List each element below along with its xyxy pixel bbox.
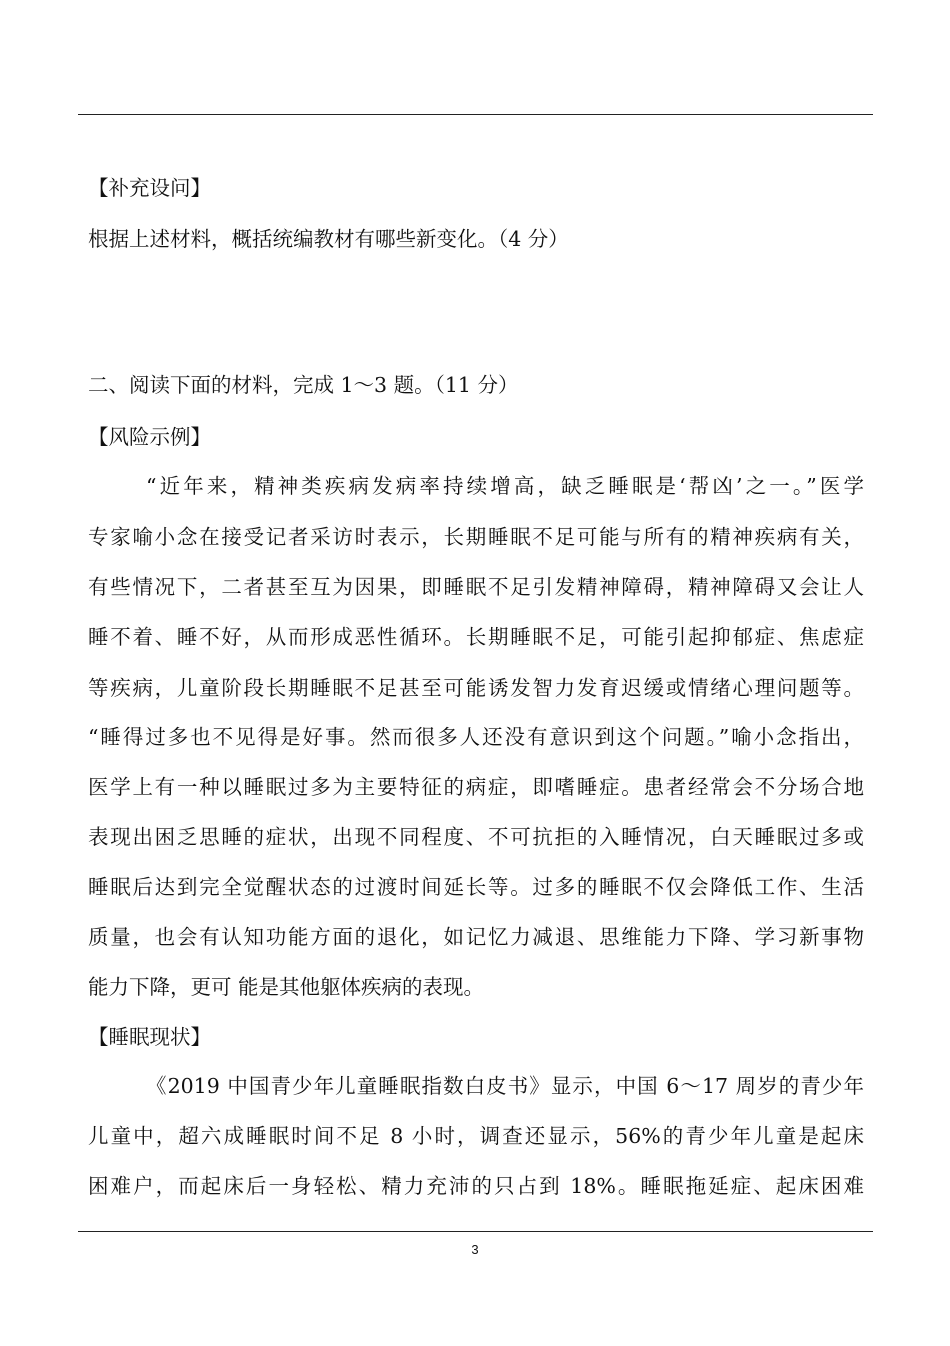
risk-paragraph-line: 专家喻小念在接受记者采访时表示，长期睡眠不足可能与所有的精神疾病有关， xyxy=(88,525,864,549)
risk-paragraph-line: 医学上有一种以睡眠过多为主要特征的病症，即嗜睡症。患者经常会不分场合地 xyxy=(88,775,864,799)
status-paragraph-line: 困难户，而起床后一身轻松、精力充沛的只占到 18%。睡眠拖延症、起床困难 xyxy=(88,1174,864,1198)
risk-paragraph-line: “近年来，精神类疾病发病率持续增高，缺乏睡眠是‘帮凶’之一。”医学 xyxy=(146,474,864,498)
footer-rule xyxy=(78,1231,873,1232)
sleep-status-heading: 【睡眠现状】 xyxy=(88,1025,211,1049)
section-two-title: 二、阅读下面的材料，完成 1～3 题。（11 分） xyxy=(88,373,519,397)
page-number: 3 xyxy=(471,1242,479,1257)
risk-paragraph-line: 等疾病，儿童阶段长期睡眠不足甚至可能诱发智力发育迟缓或情绪心理问题等。 xyxy=(88,676,864,700)
supplement-question: 根据上述材料，概括统编教材有哪些新变化。（4 分） xyxy=(88,227,569,251)
status-paragraph-line: 儿童中，超六成睡眠时间不足 8 小时，调查还显示，56%的青少年儿童是起床 xyxy=(88,1124,864,1148)
risk-paragraph-line: 睡不着、睡不好，从而形成恶性循环。长期睡眠不足，可能引起抑郁症、焦虑症 xyxy=(88,625,864,649)
risk-paragraph-line: 有些情况下，二者甚至互为因果，即睡眠不足引发精神障碍，精神障碍又会让人 xyxy=(88,575,864,599)
risk-example-heading: 【风险示例】 xyxy=(88,425,211,449)
supplement-heading: 【补充设问】 xyxy=(88,176,211,200)
status-paragraph-line: 《2019 中国青少年儿童睡眠指数白皮书》显示，中国 6～17 周岁的青少年 xyxy=(146,1074,864,1098)
risk-paragraph-line: 能力下降，更可 能是其他躯体疾病的表现。 xyxy=(88,975,485,999)
risk-paragraph-line: 睡眠后达到完全觉醒状态的过渡时间延长等。过多的睡眠不仅会降低工作、生活 xyxy=(88,875,864,899)
risk-paragraph-line: 质量，也会有认知功能方面的退化，如记忆力减退、思维能力下降、学习新事物 xyxy=(88,925,864,949)
risk-paragraph-line: “睡得过多也不见得是好事。然而很多人还没有意识到这个问题。”喻小念指出， xyxy=(88,725,864,749)
top-rule xyxy=(78,114,873,115)
risk-paragraph-line: 表现出困乏思睡的症状，出现不同程度、不可抗拒的入睡情况，白天睡眠过多或 xyxy=(88,825,864,849)
